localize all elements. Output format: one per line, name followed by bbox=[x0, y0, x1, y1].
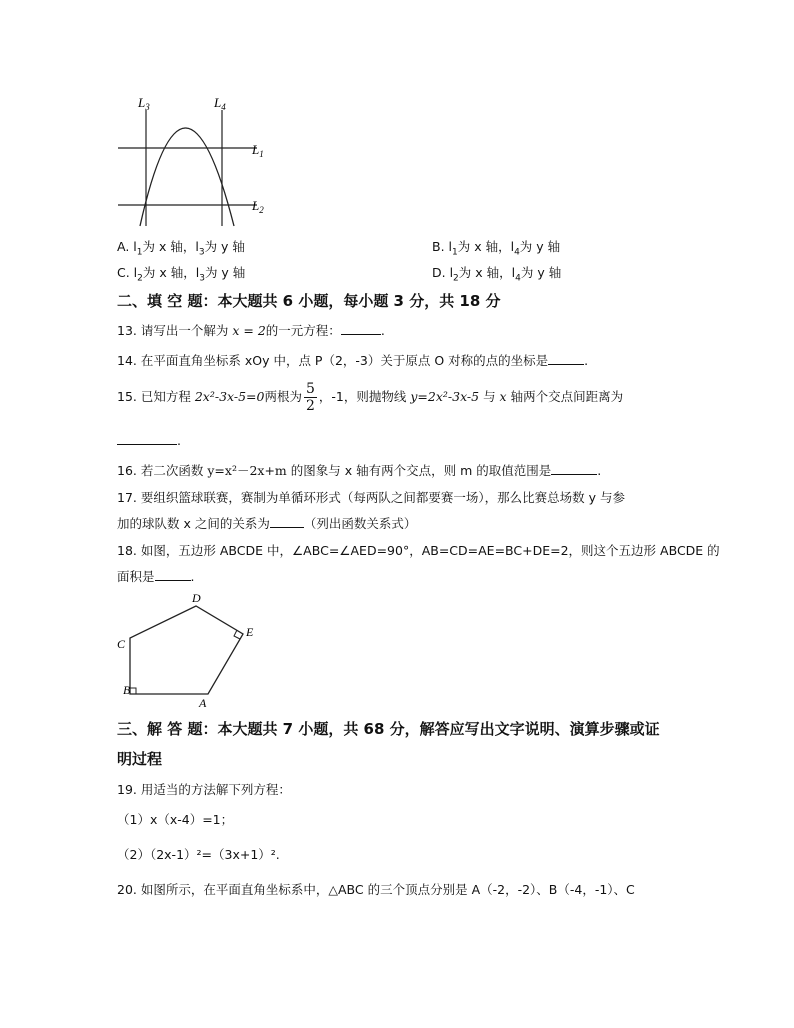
parabola-curve bbox=[140, 128, 234, 226]
answer-blank bbox=[117, 443, 177, 445]
question-20: 20. 如图所示，在平面直角坐标系中，△ABC 的三个顶点分别是 A（-2，-2）、B（-4，-1）、C bbox=[117, 882, 635, 897]
section-3-heading-line1: 三、解 答 题：本大题共 7 小题，共 68 分，解答应写出文字说明、演算步骤或证 bbox=[117, 720, 660, 738]
pentagon-figure bbox=[110, 588, 270, 710]
question-13: 13. 请写出一个解为 x = 2的一元方程： . bbox=[117, 323, 385, 338]
question-19-part1: （1）x（x-4）=1； bbox=[117, 812, 234, 827]
question-17-line1: 17. 要组织篮球联赛，赛制为单循环形式（每两队之间都要赛一场），那么比赛总场数 y 与参 bbox=[117, 490, 625, 505]
question-18-line1: 18. 如图，五边形 ABCDE 中，∠ABC=∠AED=90°，AB=CD=AE=BC+DE=2，则这个五边形 ABCDE 的 bbox=[117, 543, 720, 558]
answer-blank bbox=[548, 363, 584, 365]
label-l1: $L_1$ bbox=[252, 142, 264, 159]
label-d: D bbox=[192, 591, 201, 605]
label-c: C bbox=[117, 637, 126, 651]
answer-blank bbox=[270, 526, 304, 528]
label-a: A bbox=[199, 696, 207, 710]
label-e: E bbox=[246, 625, 254, 639]
option-d: D. $l_2$为 x 轴，$l_4$为 y 轴 bbox=[432, 265, 562, 284]
question-16: 16. 若二次函数 y=x²－2x+m 的图象与 x 轴有两个交点，则 m 的取值范围是 . bbox=[117, 463, 602, 478]
option-c: C. $l_2$为 x 轴，$l_3$为 y 轴 bbox=[117, 265, 246, 284]
option-a: A. $l_1$为 x 轴，$l_3$为 y 轴 bbox=[117, 239, 245, 258]
section-2-heading: 二、填 空 题：本大题共 6 小题，每小题 3 分，共 18 分 bbox=[117, 292, 501, 310]
pentagon-shape bbox=[130, 606, 243, 694]
answer-blank bbox=[551, 473, 597, 475]
question-17-line2: 加的球队数 x 之间的关系为 （列出函数关系式） bbox=[117, 516, 417, 531]
question-18-line2: 面积是 . bbox=[117, 569, 195, 584]
question-14: 14. 在平面直角坐标系 xOy 中，点 P（2，-3）关于原点 O 对称的点的坐标是 . bbox=[117, 353, 589, 368]
answer-blank bbox=[341, 333, 381, 335]
section-3-heading-line2: 明过程 bbox=[117, 750, 163, 768]
label-l4: $L_4$ bbox=[214, 95, 226, 112]
fraction-five-halves: $\frac{5}{2}$ bbox=[306, 381, 315, 414]
option-b: B. $l_1$为 x 轴，$l_4$为 y 轴 bbox=[432, 239, 561, 258]
answer-blank bbox=[155, 579, 191, 581]
label-l2: $L_2$ bbox=[252, 198, 264, 215]
label-l3: $L_3$ bbox=[138, 95, 150, 112]
right-angle-b bbox=[130, 688, 136, 694]
label-b: B bbox=[123, 683, 131, 697]
question-15-answer-line: . bbox=[117, 433, 181, 448]
parabola-figure bbox=[112, 90, 282, 230]
question-15: 15. 已知方程 2x²-3x-5=0两根为 $\frac{5}{2}$ ，-1，则抛物线 y=2x²-3x-5 与 x 轴两个交点间距离为 bbox=[117, 381, 624, 414]
question-19: 19. 用适当的方法解下列方程： bbox=[117, 782, 291, 797]
question-19-part2: （2）（2x-1）²=（3x+1）². bbox=[117, 847, 280, 862]
